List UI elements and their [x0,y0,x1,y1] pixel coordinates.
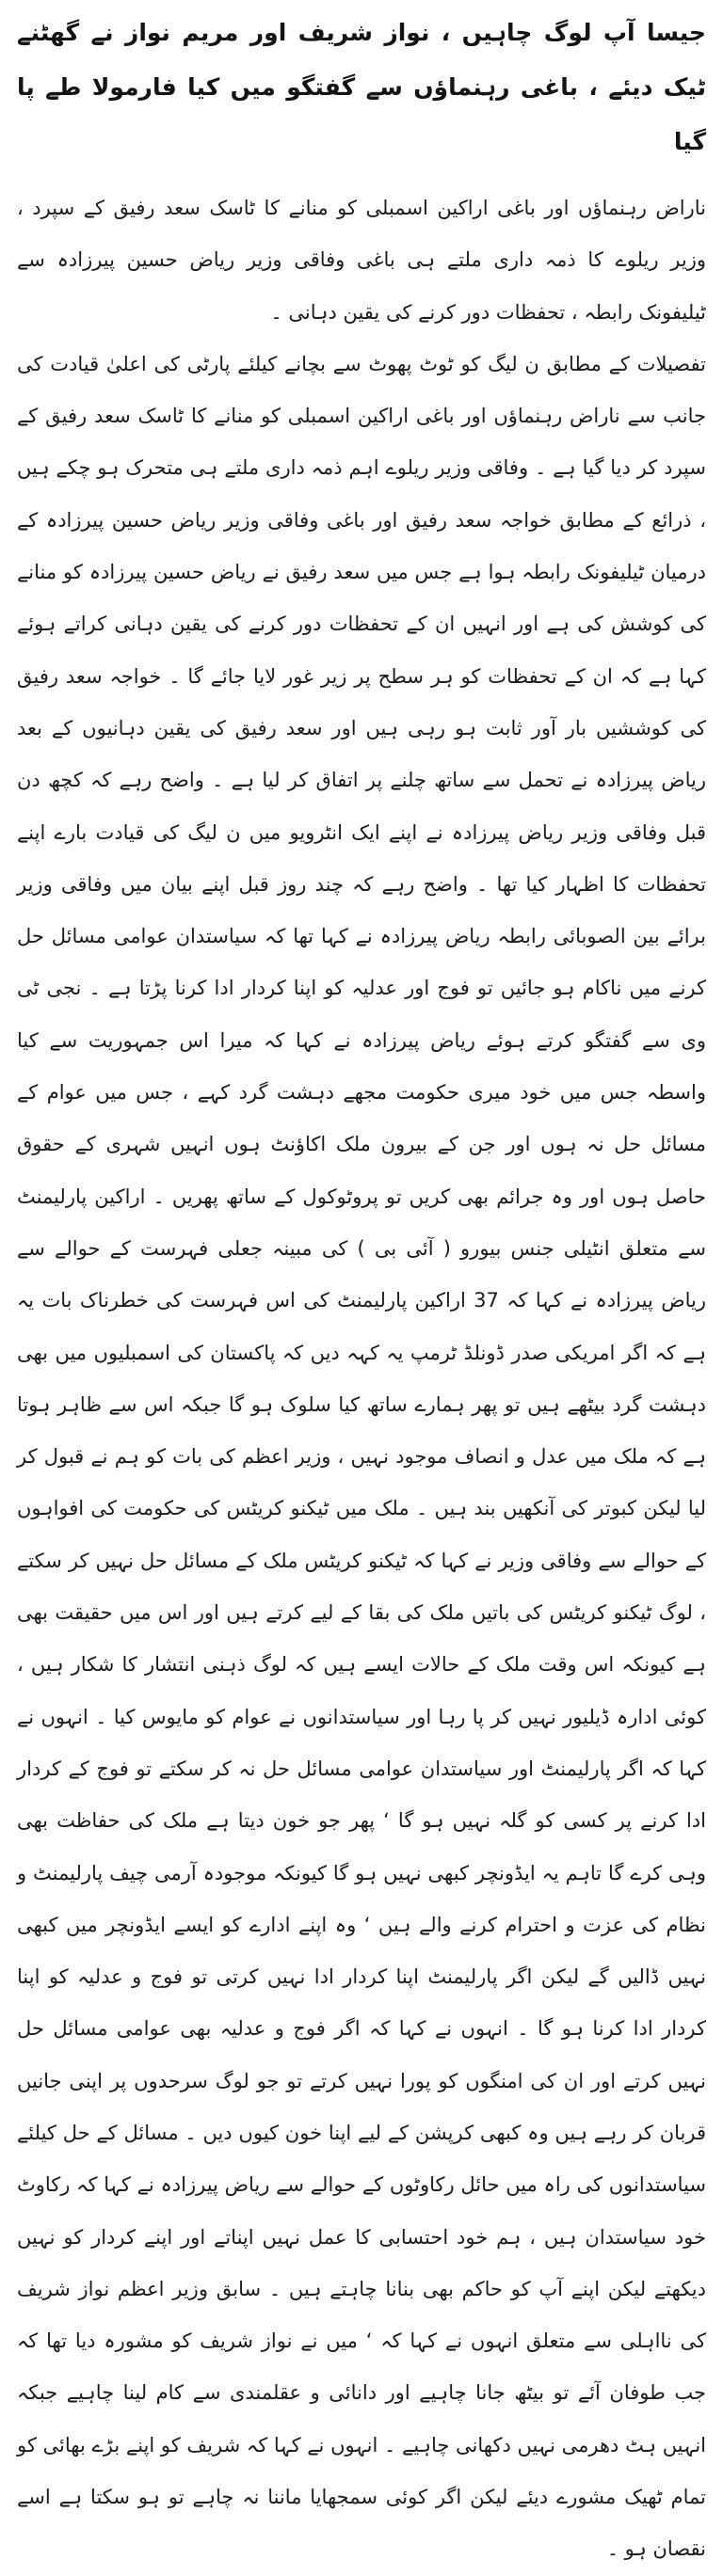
article-body [17,183,706,2576]
lead-paragraph: ناراض رہنماؤں اور باغی اراکین اسمبلی کو منانے کا ٹاسک سعد رفیق کے سپرد ، وزیر ریلوے کا ذمہ داری ملتے ہی باغی وفاقی وزیر ریاض حسین پیرزادہ سے ٹیلیفونک رابطہ ، تحفظات دور کرنے کی یقین دہانی ۔ [17,197,706,324]
article-headline: جیسا آپ لوگ چاہیں ، نواز شریف اور مریم نواز نے گھٹنے ٹیک دیئے ، باغی رہنماؤں سے گفتگو میں کیا فارمولا طے پا گیا [17,19,706,155]
body-paragraph: تفصیلات کے مطابق ن لیگ کو ٹوٹ پھوٹ سے بچانے کیلئے پارٹی کی اعلیٰ قیادت کی جانب سے ناراض رہنماؤں اور باغی اراکین اسمبلی کو منانے کا ٹاسک سعد رفیق کے سپرد کر دیا گیا ہے ۔ وفاقی وزیر ریلوے اہم ذمہ داری ملتے ہی متحرک ہو چکے ہیں ، ذرائع کے مطابق خواجہ سعد رفیق اور باغی وفاقی وزیر ریاض حسین پیرزادہ کے درمیان ٹیلیفونک رابطہ ہوا ہے جس میں سعد رفیق نے ریاض حسین پیرزادہ کو منانے کی کوشش کی ہے اور انہیں ان کے تحفظات دور کرنے کی یقین دہانی کراتے ہوئے کہا ہے کہ ان کے تحفظات کو ہر سطح پر زیر غور لایا جائے گا ۔ خواجہ سعد رفیق کی کوششیں بار آور ثابت ہو رہی ہیں اور سعد رفیق کی یقین دہانیوں کے بعد ریاض پیرزادہ نے تحمل سے ساتھ چلنے پر اتفاق کر لیا ہے ۔ واضح رہے کہ کچھ دن قبل وفاقی وزیر ریاض پیرزادہ نے اپنے ایک انٹرویو میں ن لیگ کی قیادت بارے اپنے تحفظات کا اظہار کیا تھا ۔ واضح رہے کہ چند روز قبل اپنے بیان میں وفاقی وزیر برائے بین الصوبائی رابطہ ریاض پیرزادہ نے کہا تھا کہ سیاستدان عوامی مسائل حل کرنے میں ناکام ہو جائیں تو فوج اور عدلیہ کو اپنا کردار ادا کرنا پڑتا ہے ۔ نجی ٹی وی سے گفتگو کرتے ہوئے ریاض پیرزادہ نے کہا کہ میرا اس جمہوریت سے کیا واسطہ جس میں خود میری حکومت مجھے دہشت گرد کہے ، جس میں عوام کے مسائل حل نہ ہوں اور جن کے بیرون ملک اکاؤنٹ ہوں انہیں شہری کے حقوق حاصل ہوں اور وہ جرائم بھی کریں تو پروٹوکول کے ساتھ پھریں ۔ اراکین پارلیمنٹ سے متعلق انٹیلی جنس بیورو ( آئی بی ) کی مبینہ جعلی فہرست کے حوالے سے ریاض پیرزادہ نے کہا کہ 37 اراکین پارلیمنٹ کی اس فہرست کی خطرناک بات یہ ہے کہ اگر امریکی صدر ڈونلڈ ٹرمپ یہ کہہ دیں کہ پاکستان کی اسمبلیوں میں بھی دہشت گرد بیٹھے ہیں تو پھر ہمارے ساتھ کیا سلوک ہو گا جبکہ اس سے ظاہر ہوتا ہے کہ ملک میں عدل و انصاف موجود نہیں ، وزیر اعظم کی بات کو ہم نے قبول کر لیا لیکن کبوتر کی آنکھیں بند ہیں ۔ ملک میں ٹیکنو کریٹس کی حکومت کی افواہوں کے حوالے سے وفاقی وزیر نے کہا کہ ٹیکنو کریٹس ملک کے مسائل حل نہیں کر سکتے ، لوگ ٹیکنو کریٹس کی باتیں ملک کی بقا کے لیے کرتے ہیں اور اس میں حقیقت بھی ہے کیونکہ اس وقت ملک کے حالات ایسے ہیں کہ لوگ ذہنی انتشار کا شکار ہیں ، کوئی ادارہ ڈیلیور نہیں کر پا رہا اور سیاستدانوں نے عوام کو مایوس کیا ۔ انہوں نے کہا کہ اگر پارلیمنٹ اور سیاستدان عوامی مسائل حل نہ کر سکتے تو فوج کے کردار ادا کرنے پر کسی کو گلہ نہیں ہو گا ‘ پھر جو خون دیتا ہے ملک کی حفاظت بھی وہی کرے گا تاہم یہ ایڈونچر کبھی نہیں ہو گا کیونکہ موجودہ آرمی چیف پارلیمنٹ و نظام کی عزت و احترام کرنے والے ہیں ‘ وہ اپنے ادارے کو ایسے ایڈونچر میں کبھی نہیں ڈالیں گے لیکن اگر پارلیمنٹ اپنا کردار ادا نہیں کرتی تو فوج و عدلیہ کو اپنا کردار ادا کرنا ہو گا ۔ انہوں نے کہا کہ اگر فوج و عدلیہ بھی عوامی مسائل حل نہیں کرتے اور ان کی امنگوں کو پورا نہیں کرتے تو جو لوگ سرحدوں پر اپنی جانیں قربان کر رہے ہیں وہ کبھی کرپشن کے لیے اپنا خون کیوں دیں ۔ مسائل کے حل کیلئے سیاستدانوں کی راہ میں حائل رکاوٹوں کے حوالے سے ریاض پیرزادہ نے کہا کہ رکاوٹ خود سیاستدان ہیں ، ہم خود احتسابی کا عمل نہیں اپناتے اور اپنے کردار کو نہیں دیکھتے لیکن اپنے آپ کو حاکم بھی بنانا چاہتے ہیں ۔ سابق وزیر اعظم نواز شریف کی نااہلی سے متعلق انہوں نے کہا کہ ‘ میں نے نواز شریف کو مشورہ دیا تھا کہ جب طوفان آئے تو بیٹھ جانا چاہیے اور دانائی و عقلمندی سے کام لینا چاہیے جبکہ انہیں ہٹ دھرمی نہیں دکھانی چاہیے ۔ انہوں نے کہا کہ شریف کو اپنے بڑے بھائی کو تمام ٹھیک مشورے دیئے لیکن اگر کوئی سمجھایا ماننا نہ چاہے تو ہو سکتا ہے اسے نقصان ہو ۔ [17,352,706,2561]
